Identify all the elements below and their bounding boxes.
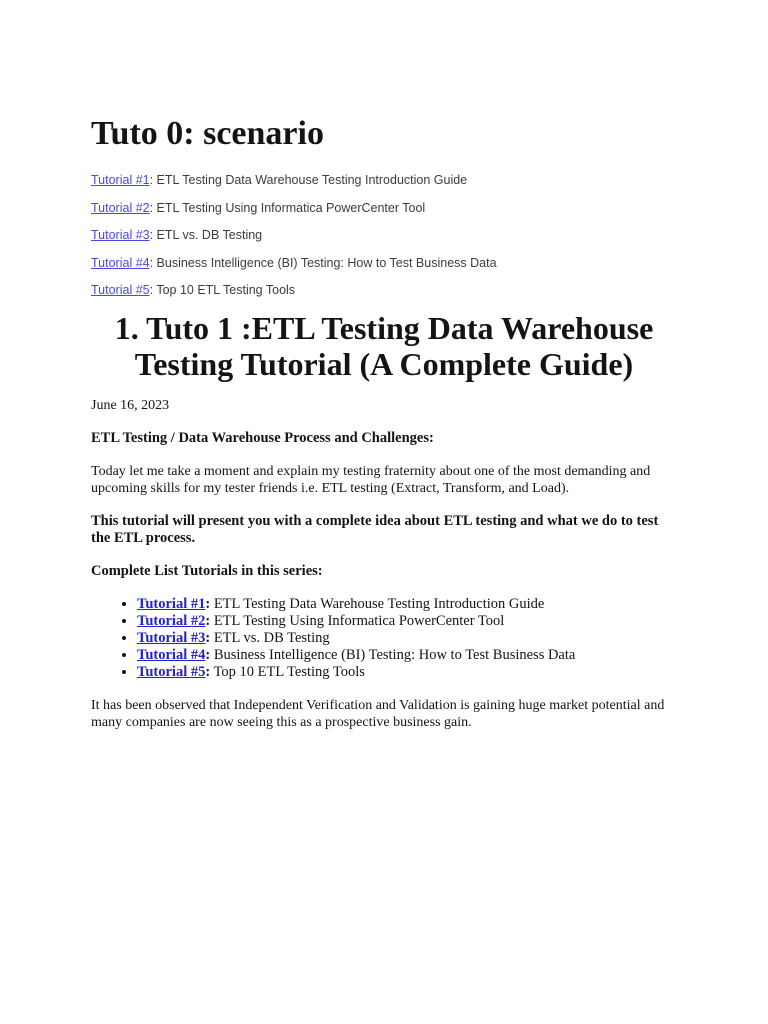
list-item-colon: : bbox=[205, 612, 211, 629]
list-item-colon: : bbox=[205, 595, 211, 612]
intro-line-text: : ETL vs. DB Testing bbox=[149, 228, 263, 242]
list-item-text: Top 10 ETL Testing Tools bbox=[210, 663, 365, 680]
list-item-tutorial-5 bbox=[137, 664, 677, 681]
intro-link-line-3 bbox=[91, 227, 677, 243]
list-item-text: ETL Testing Data Warehouse Testing Introduction Guide bbox=[210, 595, 545, 612]
bold-paragraph: This tutorial will present you with a complete idea about ETL testing and what we do to test the ETL process. bbox=[91, 512, 659, 546]
list-heading: Complete List Tutorials in this series: bbox=[91, 562, 323, 579]
subheading: ETL Testing / Data Warehouse Process and Challenges: bbox=[91, 429, 434, 446]
tutorial-3-link[interactable]: Tutorial #3 bbox=[137, 629, 206, 646]
intro-link-line-5 bbox=[91, 282, 677, 298]
list-item-text: ETL vs. DB Testing bbox=[210, 629, 330, 646]
section-heading: 1. Tuto 1 :ETL Testing Data Warehouse Testing Tutorial (A Complete Guide) bbox=[114, 309, 654, 382]
list-item-text: ETL Testing Using Informatica PowerCenter Tool bbox=[210, 612, 505, 629]
page-title: Tuto 0: scenario bbox=[91, 115, 324, 152]
intro-line-text: : ETL Testing Using Informatica PowerCenter Tool bbox=[149, 200, 426, 215]
intro-paragraph: Today let me take a moment and explain my testing fraternity about one of the most demanding and upcoming skills for my tester friends i.e. ETL testing (Extract, Transform, and Load). bbox=[91, 463, 651, 496]
list-item-colon: : bbox=[205, 663, 211, 680]
intro-line-text: : Business Intelligence (BI) Testing: How to Test Business Data bbox=[149, 255, 497, 270]
intro-line-text: : ETL Testing Data Warehouse Testing Introduction Guide bbox=[149, 173, 468, 187]
list-item-colon: : bbox=[205, 646, 211, 663]
tutorial-5-link[interactable]: Tutorial #5 bbox=[91, 283, 150, 297]
list-item-tutorial-2 bbox=[137, 613, 677, 630]
intro-line-text: : Top 10 ETL Testing Tools bbox=[149, 283, 296, 297]
tutorial-2-link[interactable]: Tutorial #2 bbox=[137, 612, 206, 629]
list-item-colon: : bbox=[205, 629, 211, 646]
tutorial-list bbox=[91, 596, 677, 681]
intro-link-line-2 bbox=[91, 200, 677, 216]
list-item-text: Business Intelligence (BI) Testing: How to Test Business Data bbox=[210, 646, 576, 663]
tutorial-4-link[interactable]: Tutorial #4 bbox=[91, 255, 150, 270]
tutorial-5-link[interactable]: Tutorial #5 bbox=[137, 663, 206, 680]
list-item-tutorial-4 bbox=[137, 647, 677, 664]
tutorial-2-link[interactable]: Tutorial #2 bbox=[91, 200, 150, 215]
tutorial-3-link[interactable]: Tutorial #3 bbox=[91, 228, 150, 242]
list-item-tutorial-3 bbox=[137, 630, 677, 647]
tutorial-1-link[interactable]: Tutorial #1 bbox=[137, 595, 206, 612]
intro-link-line-1 bbox=[91, 172, 677, 188]
intro-link-line-4 bbox=[91, 255, 677, 271]
date-line: June 16, 2023 bbox=[91, 397, 170, 413]
list-item-tutorial-1 bbox=[137, 596, 677, 613]
closing-paragraph: It has been observed that Independent Verification and Validation is gaining huge market potential and many companies are now seeing this as a prospective business gain. bbox=[91, 697, 665, 730]
tutorial-1-link[interactable]: Tutorial #1 bbox=[91, 173, 150, 187]
tutorial-4-link[interactable]: Tutorial #4 bbox=[137, 646, 206, 663]
